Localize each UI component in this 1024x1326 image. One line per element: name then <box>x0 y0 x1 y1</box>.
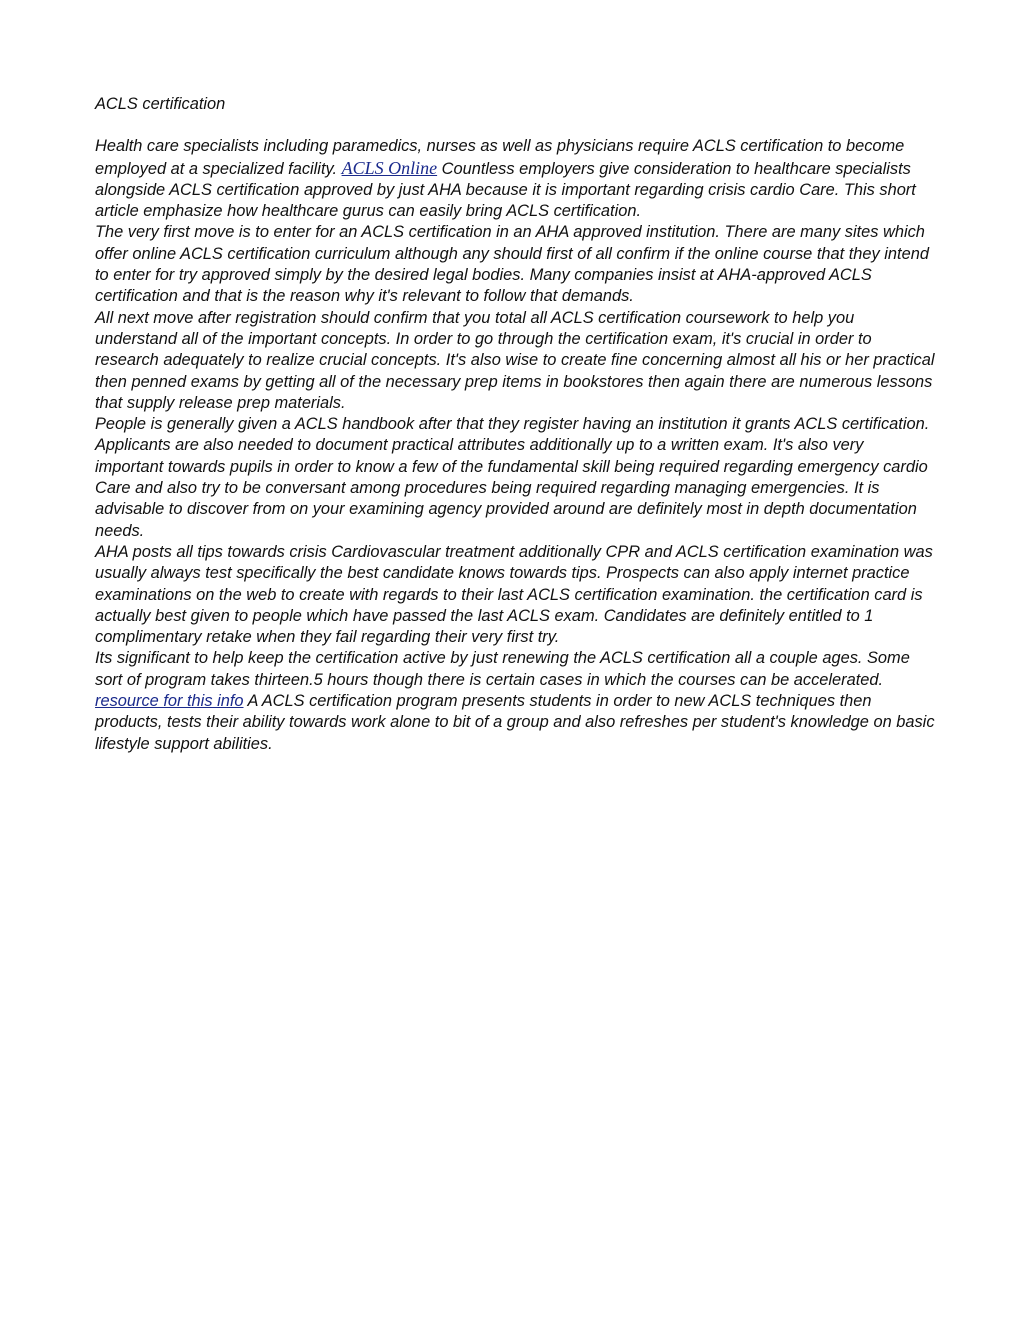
paragraph-6-text-after: A ACLS certification program presents students in order to new ACLS techniques then products, tests their ability towards work alone to bit of a group and also refreshes per student's knowledge on basic lifestyle support abilities. <box>95 692 935 753</box>
paragraph-2: The very first move is to enter for an ACLS certification in an AHA approved institution. There are many sites which offer online ACLS certification curriculum although any should first of all confirm if the online course that they intend to enter for try approved simply by the desired legal bodies. Many companies insist at AHA-approved ACLS certification and that is the reason why it's relevant to follow that demands. <box>95 223 929 306</box>
document-title: ACLS certification <box>95 95 226 113</box>
paragraph-6-text-before: Its significant to help keep the certification active by just renewing the ACLS certification all a couple ages. Some sort of program takes thirteen.5 hours though there is certain cases in which the courses can be accelerated. <box>95 649 910 689</box>
document-body <box>95 94 935 755</box>
paragraph-1 <box>95 136 935 222</box>
acls-online-link[interactable]: ACLS Online <box>341 157 438 178</box>
paragraph-1-text-after: Countless employers give consideration to healthcare specialists alongside ACLS certification approved by just AHA because it is important regarding crisis cardio Care. This short article emphasize how healthcare gurus can easily bring ACLS certification. <box>95 159 916 221</box>
paragraph-6 <box>95 648 935 754</box>
paragraph-4: People is generally given a ACLS handbook after that they register having an institution it grants ACLS certification. Applicants are also needed to document practical attributes additionally up to a written exam. It's also very important towards pupils in order to know a few of the fundamental skill being required regarding emergency cardio Care and also try to be conversant among procedures being required regarding managing emergencies. It is advisable to discover from on your examining agency provided around are definitely most in depth documentation needs. <box>95 415 930 540</box>
resource-info-link[interactable]: resource for this info <box>95 692 244 711</box>
paragraph-1-text-before: Health care specialists including paramedics, nurses as well as physicians require ACLS certification to become employed at a specialized facility. <box>95 137 905 178</box>
paragraph-3: All next move after registration should confirm that you total all ACLS certification coursework to help you understand all of the important concepts. In order to go through the certification exam, it's crucial in order to research adequately to realize crucial concepts. It's also wise to create fine concerning almost all his or her practical then penned exams by getting all of the necessary prep items in bookstores then again there are numerous lessons that supply release prep materials. <box>95 308 935 412</box>
paragraph-5: AHA posts all tips towards crisis Cardiovascular treatment additionally CPR and ACLS certification examination was usually always test specifically the best candidate knows towards tips. Prospects can also apply internet practice examinations on the web to create with regards to their last ACLS certification examination. the certification card is actually best given to people which have passed the last ACLS exam. Candidates are definitely entitled to 1 complimentary retake when they fail regarding their very first try. <box>95 542 933 647</box>
